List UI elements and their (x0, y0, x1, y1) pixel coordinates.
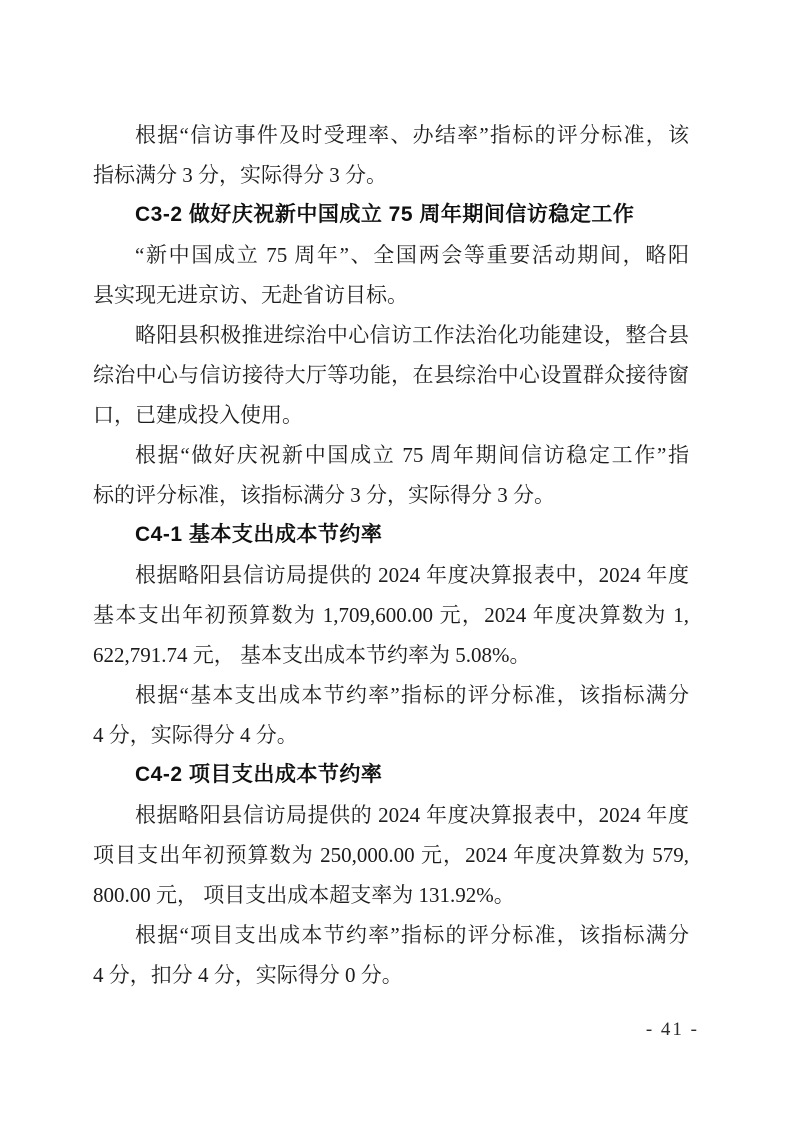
text-line: 622,791.74 元， 基本支出成本节约率为 5.08%。 (93, 643, 531, 667)
text-line: 标的评分标准，该指标满分 3 分，实际得分 3 分。 (93, 483, 555, 507)
document-body (93, 115, 689, 995)
text-line: 800.00 元， 项目支出成本超支率为 131.92%。 (93, 883, 515, 907)
section-heading-c4-2: C4-2 项目支出成本节约率 (135, 763, 383, 786)
text-line: 4 分，实际得分 4 分。 (93, 723, 298, 747)
text-line: 4 分，扣分 4 分，实际得分 0 分。 (93, 963, 403, 987)
text-line: 综治中心与信访接待大厅等功能，在县综治中心设置群众接待窗 (93, 363, 689, 387)
text-line: 略阳县积极推进综治中心信访工作法治化功能建设，整合县 (135, 323, 689, 347)
section-heading-c3-2: C3-2 做好庆祝新中国成立 75 周年期间信访稳定工作 (135, 203, 635, 226)
text-line: 根据“信访事件及时受理率、办结率”指标的评分标准，该 (135, 123, 689, 147)
text-line: 根据略阳县信访局提供的 2024 年度决算报表中，2024 年度 (135, 803, 689, 827)
page-number: - 41 - (645, 1019, 699, 1040)
text-line: 口，已建成投入使用。 (93, 403, 303, 427)
section-heading-c4-1: C4-1 基本支出成本节约率 (135, 523, 383, 546)
text-line: 根据“做好庆祝新中国成立 75 周年期间信访稳定工作”指 (135, 443, 689, 467)
text-line: “新中国成立 75 周年”、全国两会等重要活动期间，略阳 (135, 243, 689, 267)
text-line: 根据“基本支出成本节约率”指标的评分标准，该指标满分 (135, 683, 689, 707)
text-line: 根据略阳县信访局提供的 2024 年度决算报表中，2024 年度 (135, 563, 689, 587)
text-line: 项目支出年初预算数为 250,000.00 元，2024 年度决算数为 579, (93, 843, 689, 867)
text-line: 基本支出年初预算数为 1,709,600.00 元，2024 年度决算数为 1, (93, 603, 689, 627)
text-line: 县实现无进京访、无赴省访目标。 (93, 283, 408, 307)
text-line: 根据“项目支出成本节约率”指标的评分标准，该指标满分 (135, 923, 689, 947)
text-line: 指标满分 3 分，实际得分 3 分。 (93, 163, 387, 187)
